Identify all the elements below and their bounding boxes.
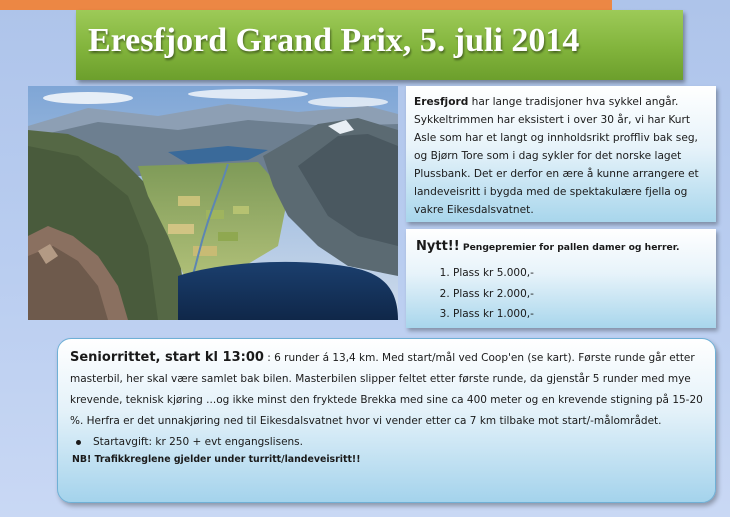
news-heading: Nytt!! — [416, 239, 460, 254]
senior-race-box — [57, 338, 716, 503]
intro-lead: Eresfjord — [414, 96, 469, 108]
senior-separator: : — [263, 352, 275, 364]
fee-text: Startavgift: kr 250 + evt engangslisens. — [93, 436, 303, 448]
intro-box — [406, 86, 716, 222]
fee-line — [70, 432, 705, 452]
traffic-rules-note: NB! Trafikkreglene gjelder under turritt/landeveisritt!! — [72, 454, 361, 465]
news-subheading: Pengepremier for pallen damer og herrer. — [459, 242, 680, 253]
bullet-icon — [76, 440, 81, 445]
intro-text: har lange tradisjoner hva sykkel angår. Sykkeltrimmen har eksistert i over 30 år, vi har Kurt Asle som har et langt og innholdsrikt proffliv bak seg, og Bjørn Tore som i dag sykler for det norske laget Plussbank. Det er derfor en ære å kunne arrangere et landeveisritt i bygda med de spektakulære fjella og vakre Eikesdalsvatnet. — [414, 96, 699, 216]
prize-list — [416, 263, 706, 325]
senior-text: 6 runder á 13,4 km. Med start/mål ved Coop'en (se kart). Første runde går etter masterbil, her skal være samlet bak bilen. Masterbilen slipper feltet etter første runde, da gjenstår 5 runder med mye krevende, teknisk kjøring ...og ikke minst den fryktede Brekka med sine ca 400 meter og en krevende stigning på 15-20 %. Herfra er det unnakjøring ned til Eikesdalsvatnet hvor vi vender etter ca 7 km tilbake mot start/-målområdet. — [70, 352, 703, 427]
intro-paragraph — [414, 93, 708, 219]
page-title: Eresfjord Grand Prix, 5. juli 2014 — [88, 22, 580, 59]
senior-paragraph — [70, 347, 705, 432]
fjord-valley-photo — [28, 86, 398, 320]
prize-item-3: 3. Plass kr 1.000,- — [453, 304, 706, 325]
prize-item-1: 1. Plass kr 5.000,- — [453, 263, 706, 284]
orange-accent-band — [0, 0, 612, 10]
news-box — [406, 229, 716, 328]
senior-heading: Seniorrittet, start kl 13:00 — [70, 350, 264, 365]
prize-item-2: 2. Plass kr 2.000,- — [453, 284, 706, 305]
news-heading-line — [416, 235, 706, 254]
title-banner — [76, 10, 683, 80]
